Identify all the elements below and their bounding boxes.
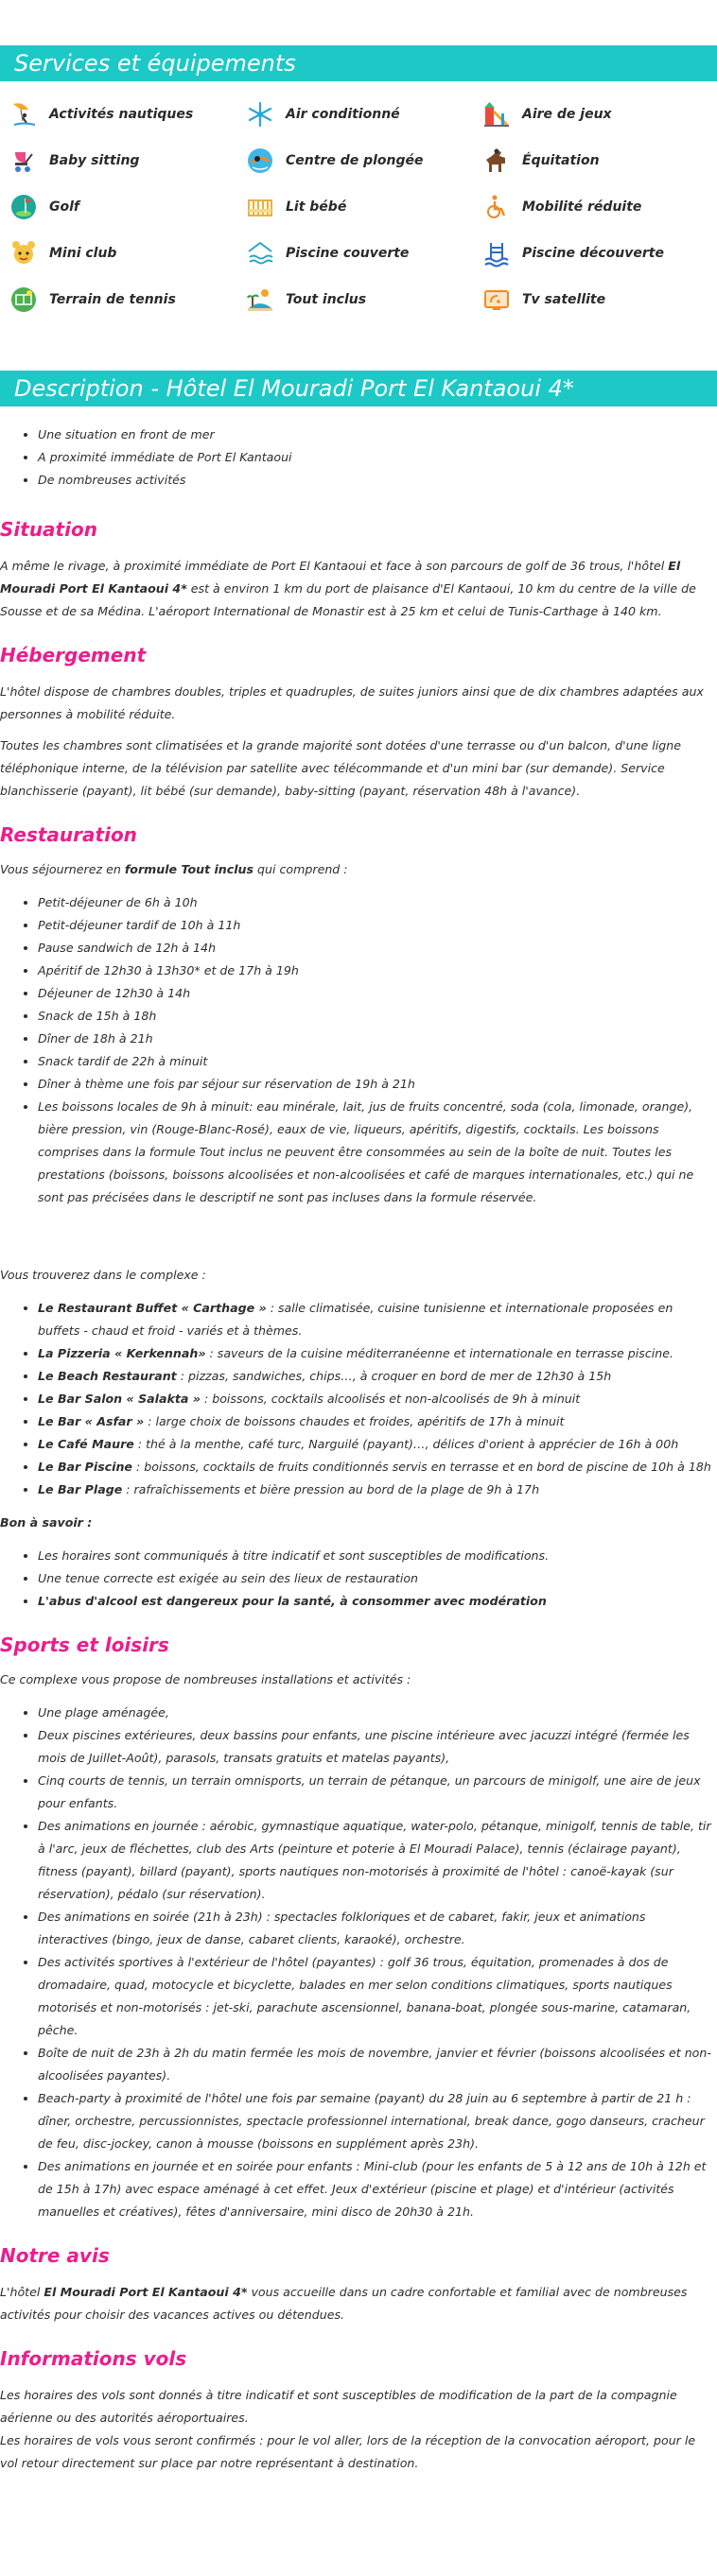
service-label: Tv satellite bbox=[522, 292, 606, 307]
service-item bbox=[9, 100, 193, 129]
list-item: • Cinq courts de tennis, un terrain omnisports, un terrain de pétanque, un parcours de minigolf, une aire de jeux pour enfants. bbox=[38, 1770, 711, 1815]
service-item bbox=[482, 239, 664, 268]
list-item: • Le Café Maure : thé à la menthe, café turc, Narguilé (payant)…, délices d'orient à apprécier de 16h à 00h bbox=[38, 1433, 711, 1456]
service-label: Mini club bbox=[49, 246, 117, 261]
service-item bbox=[246, 239, 409, 268]
list-item: • Boîte de nuit de 23h à 2h du matin fermée les mois de novembre, janvier et février (boissons alcoolisées et non-alcoolisées payantes). bbox=[38, 2042, 711, 2087]
list-item: • De nombreuses activités bbox=[38, 469, 711, 492]
list-item: • Le Bar Plage : rafraîchissements et bière pression au bord de la plage de 9h à 17h bbox=[38, 1478, 711, 1501]
vols-text-2: Les horaires de vols vous seront confirmés : pour le vol aller, lors de la réception de la convocation aéroport, pour le vol retour directement sur place par notre représentant à destination. bbox=[0, 2433, 696, 2470]
services-header bbox=[0, 45, 717, 81]
playground-icon bbox=[482, 100, 511, 129]
list-item: • Petit-déjeuner tardif de 10h à 11h bbox=[38, 914, 711, 937]
service-label: Terrain de tennis bbox=[49, 292, 176, 307]
golf-icon bbox=[9, 193, 38, 221]
service-item bbox=[246, 285, 366, 314]
service-item bbox=[9, 285, 176, 314]
list-item: • Les boissons locales de 9h à minuit: eau minérale, lait, jus de fruits concentré, soda (cola, limonade, orange), bière pression, vin (Rouge-Blanc-Rosé), eaux de vie, liqueurs, apéritifs, digestifs, cocktails. Les boissons comprises dans la formule Tout inclus ne peuvent être consommées au sein de la boîte de nuit. Toutes les prestations (boissons, boissons alcoolisées et non-alcoolisées et café de marques internationales, etc.) qui ne sont pas précisées dans le descriptif ne sont pas incluses dans la formule réservée. bbox=[38, 1096, 711, 1209]
hebergement-text-1: L'hôtel dispose de chambres doubles, triples et quadruples, de suites juniors ainsi que de dix chambres adaptées aux personnes à mobilité réduite. bbox=[0, 684, 704, 721]
list-item: • Le Beach Restaurant : pizzas, sandwiches, chips…, à croquer en bord de mer de 12h30 à 15h bbox=[38, 1365, 711, 1388]
section-title-restauration: Restauration bbox=[0, 823, 137, 846]
highlights-list bbox=[0, 424, 711, 492]
service-label: Aire de jeux bbox=[522, 107, 612, 122]
list-item: • Les horaires sont communiqués à titre indicatif et sont susceptibles de modifications. bbox=[38, 1545, 711, 1567]
all-inclusive-icon bbox=[246, 285, 274, 314]
hebergement-text-2: Toutes les chambres sont climatisées et la grande majorité sont dotées d'une terrasse ou d'un balcon, d'une ligne téléphonique interne, de la télévision par satellite avec télécommande et d'un mini bar (sur demande). Service blanchisserie (payant), lit bébé (sur demande), baby-sitting (payant, réservation 48h à l'avance). bbox=[0, 738, 682, 798]
sports-list bbox=[0, 1702, 711, 2223]
section-title-vols: Informations vols bbox=[0, 2347, 187, 2370]
service-label: Équitation bbox=[522, 153, 600, 168]
list-item: • Le Bar Piscine : boissons, cocktails de fruits conditionnés servis en terrasse et en bord de piscine de 10h à 18h bbox=[38, 1456, 711, 1478]
list-item: • Une plage aménagée, bbox=[38, 1702, 711, 1724]
service-item bbox=[482, 285, 605, 314]
list-item: • Des animations en journée : aérobic, gymnastique aquatique, water-polo, pétanque, minigolf, tennis de table, tir à l'arc, jeux de fléchettes, club des Arts (peinture et poterie à El Mouradi Palace), tennis (éclairage payant), fitness (payant), billard (payant), sports nautiques non-motorisés à proximité de l'hôtel : canoë-kayak (sur réservation), pédalo (sur réservation). bbox=[38, 1815, 711, 1906]
list-item: • Une situation en front de mer bbox=[38, 424, 711, 446]
list-item: • La Pizzeria « Kerkennah» : saveurs de la cuisine méditerranéenne et internationale en terrasse piscine. bbox=[38, 1342, 711, 1365]
service-label: Tout inclus bbox=[286, 292, 367, 307]
list-item: • Une tenue correcte est exigée au sein des lieux de restauration bbox=[38, 1567, 711, 1590]
service-item bbox=[482, 147, 600, 175]
service-item bbox=[9, 147, 139, 175]
crib-icon bbox=[246, 193, 274, 221]
complex-intro: Vous trouverez dans le complexe : bbox=[0, 1268, 206, 1282]
list-item: • A proximité immédiate de Port El Kantaoui bbox=[38, 446, 711, 469]
list-item: • Beach-party à proximité de l'hôtel une fois par semaine (payant) du 28 juin au 6 septembre à partir de 21 h : dîner, orchestre, percussionnistes, spectacle professionnel international, break dance, gogo danseurs, cracheur de feu, disc-jockey, canon à mousse (boissons en supplément après 23h). bbox=[38, 2087, 711, 2155]
list-item: • Deux piscines extérieures, deux bassins pour enfants, une piscine intérieure avec jacuzzi intégré (fermée les mois de Juillet-Août), parasols, transats gratuits et matelas payants), bbox=[38, 1724, 711, 1770]
service-label: Golf bbox=[49, 199, 79, 215]
list-item: • Petit-déjeuner de 6h à 10h bbox=[38, 891, 711, 914]
service-label: Piscine couverte bbox=[286, 246, 410, 261]
restauration-intro: Vous séjournerez en formule Tout inclus qui comprend : bbox=[0, 862, 348, 876]
list-item: • Dîner à thème une fois par séjour sur réservation de 19h à 21h bbox=[38, 1073, 711, 1096]
service-label: Centre de plongée bbox=[286, 153, 424, 168]
good-to-know-list bbox=[0, 1545, 711, 1613]
kitesurf-icon bbox=[9, 100, 38, 129]
service-item bbox=[246, 193, 346, 221]
list-item: • Pause sandwich de 12h à 14h bbox=[38, 937, 711, 960]
mascot-icon bbox=[9, 239, 38, 268]
list-item: • Des animations en soirée (21h à 23h) : spectacles folkloriques et de cabaret, fakir, jeux et animations interactives (bingo, jeux de danse, cabaret clients, karaoké), orchestre. bbox=[38, 1906, 711, 1951]
list-item: • Dîner de 18h à 21h bbox=[38, 1028, 711, 1050]
service-item bbox=[246, 100, 400, 129]
list-item: • Snack tardif de 22h à minuit bbox=[38, 1050, 711, 1073]
list-item: • Des activités sportives à l'extérieur de l'hôtel (payantes) : golf 36 trous, équitation, promenades à dos de dromadaire, quad, motocycle et bicyclette, balades en mer selon conditions climatiques, sports nautiques motorisés et non-motorisés : jet-ski, parachute ascensionnel, banana-boat, plongée sous-marine, catamaran, pêche. bbox=[38, 1951, 711, 2042]
list-item: • Apéritif de 12h30 à 13h30* et de 17h à 19h bbox=[38, 960, 711, 982]
section-title-sports: Sports et loisirs bbox=[0, 1634, 169, 1656]
service-item bbox=[246, 147, 424, 175]
good-to-know-label: Bon à savoir : bbox=[0, 1515, 93, 1530]
restauration-list bbox=[0, 891, 711, 1209]
service-item bbox=[482, 193, 641, 221]
description-body bbox=[0, 424, 711, 2475]
services-title: Services et équipements bbox=[14, 50, 296, 77]
section-title-situation: Situation bbox=[0, 518, 97, 541]
stroller-icon bbox=[9, 147, 38, 175]
tennis-icon bbox=[9, 285, 38, 314]
list-item: • L'abus d'alcool est dangereux pour la santé, à consommer avec modération bbox=[38, 1590, 711, 1613]
service-item bbox=[9, 239, 116, 268]
horse-icon bbox=[482, 147, 511, 175]
list-item: • Le Bar « Asfar » : large choix de boissons chaudes et froides, apéritifs de 17h à minuit bbox=[38, 1410, 711, 1433]
satellite-tv-icon bbox=[482, 285, 511, 314]
venues-list bbox=[0, 1297, 711, 1501]
service-label: Lit bébé bbox=[286, 199, 347, 215]
list-item: • Le Bar Salon « Salakta » : boissons, cocktails alcoolisés et non-alcoolisés de 9h à minuit bbox=[38, 1388, 711, 1410]
outdoor-pool-icon bbox=[482, 239, 511, 268]
list-item: • Snack de 15h à 18h bbox=[38, 1005, 711, 1028]
section-title-avis: Notre avis bbox=[0, 2244, 110, 2267]
service-label: Baby sitting bbox=[49, 153, 140, 168]
snowflake-icon bbox=[246, 100, 274, 129]
service-item bbox=[482, 100, 612, 129]
list-item: • Des animations en journée et en soirée pour enfants : Mini-club (pour les enfants de 5 à 12 ans de 10h à 12h et de 15h à 17h) avec espace aménagé à cet effet. Jeux d'extérieur (piscine et plage) et d'intérieur (activités manuelles et créatives), fêtes d'anniversaire, mini disco de 20h30 à 21h. bbox=[38, 2155, 711, 2223]
diving-icon bbox=[246, 147, 274, 175]
list-item: • Déjeuner de 12h30 à 14h bbox=[38, 982, 711, 1005]
situation-text: A même le rivage, à proximité immédiate de Port El Kantaoui et face à son parcours de golf de 36 trous, l'hôtel El Mouradi Port El Kantaoui 4* est à environ 1 km du port de plaisance d'El Kantaoui, 10 km du centre de la ville de Sousse et de sa Médina. L'aéroport International de Monastir est à 25 km et celui de Tunis-Carthage à 140 km. bbox=[0, 559, 696, 618]
vols-text-1: Les horaires des vols sont donnés à titre indicatif et sont susceptibles de modification de la part de la compagnie aérienne ou des autorités aéroportuaires. bbox=[0, 2388, 677, 2425]
avis-text: L'hôtel El Mouradi Port El Kantaoui 4* vous accueille dans un cadre confortable et familial avec de nombreuses activités pour choisir des vacances actives ou détendues. bbox=[0, 2285, 688, 2322]
service-label: Activités nautiques bbox=[49, 107, 194, 122]
service-label: Air conditionné bbox=[286, 107, 400, 122]
service-label: Piscine découverte bbox=[522, 246, 664, 261]
sports-intro: Ce complexe vous propose de nombreuses installations et activités : bbox=[0, 1672, 411, 1686]
list-item: • Le Restaurant Buffet « Carthage » : salle climatisée, cuisine tunisienne et internationale proposées en buffets - chaud et froid - variés et à thèmes. bbox=[38, 1297, 711, 1342]
indoor-pool-icon bbox=[246, 239, 274, 268]
description-title: Description - Hôtel El Mouradi Port El Kantaoui 4* bbox=[14, 375, 574, 402]
description-header bbox=[0, 371, 717, 406]
service-label: Mobilité réduite bbox=[522, 199, 642, 215]
section-title-hebergement: Hébergement bbox=[0, 644, 147, 666]
wheelchair-icon bbox=[482, 193, 511, 221]
service-item bbox=[9, 193, 79, 221]
